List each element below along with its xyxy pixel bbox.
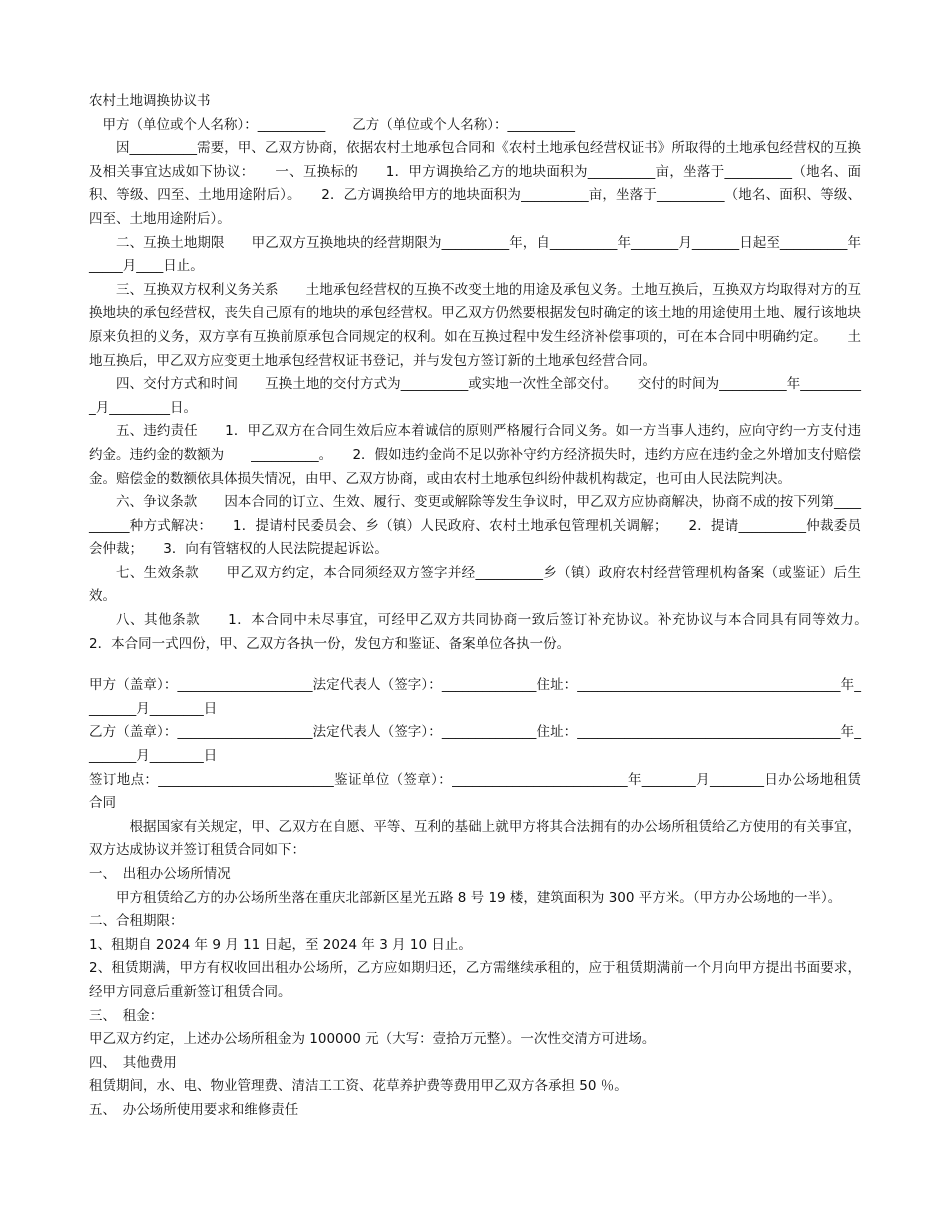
clause-term: 二、互换土地期限 甲乙双方互换地块的经营期限为__________年，自__________年_______月_______日起至__________年_____月____日止。 <box>89 234 861 275</box>
lease-section-1-body: 甲方租赁给乙方的办公场所坐落在重庆北部新区星光五路 8 号 19 楼，建筑面积为 300 平方米。（甲方办公场地的一半）。 <box>116 889 842 906</box>
clause-breach: 五、违约责任 1．甲乙双方在合同生效后应本着诚信的原则严格履行合同义务。如一方当事人违约，应向守约一方支付违约金。违约金的数额为 __________。 2．假如违约金尚不足以弥补守约方经济损失时，违约方应在违约金之外增加支付赔偿金。赔偿金的数额依具体损失情况，由甲、乙双方协商，或由农村土地承包纠纷仲裁机构裁定，也可由人民法院判决。 <box>89 423 861 487</box>
clause-preamble-and-exchange-subject: 因__________需要，甲、乙双方协商，依据农村土地承包合同和《农村土地承包经营权证书》所取得的土地承包经营权的互换及相关事宜达成如下协议： 一、互换标的 1．甲方调换给乙方的地块面积为__________亩，坐落于__________（地名、面积、等级、四至、土地用途附后）。 2．乙方调换给甲方的地块面积为__________亩，坐落于__________（地名、面积、等级、四至、土地用途附后）。 <box>89 140 861 227</box>
clause-rights-obligations: 三、互换双方权利义务关系 土地承包经营权的互换不改变土地的用途及承包义务。土地互换后，互换双方均取得对方的互换地块的承包经营权，丧失自己原有的地块的承包经营权。甲乙双方仍然要根据发包时确定的该土地的用途使用土地、履行该地块原来负担的义务，双方享有互换前原承包合同规定的权利。如在互换过程中发生经济补偿事项的，可在本合同中明确约定。 土地互换后，甲乙双方应变更土地承包经营权证书登记，并与发包方签订新的土地承包经营合同。 <box>89 281 861 369</box>
lease-section-2-item-2: 2、租赁期满，甲方有权收回出租办公场所，乙方应如期归还，乙方需继续承租的，应于租赁期满前一个月向甲方提出书面要求，经甲方同意后重新签订租赁合同。 <box>89 960 861 1000</box>
clause-effectiveness: 七、生效条款 甲乙双方约定，本合同须经双方签字并经__________乡（镇）政府农村经营管理机构备案（或鉴证）后生效。 <box>89 564 861 605</box>
clause-other: 八、其他条款 1．本合同中未尽事宜，可经甲乙双方共同协商一致后签订补充协议。补充协议与本合同具有同等效力。 2．本合同一式四份，甲、乙双方各执一份，发包方和鉴证、备案单位各执一份。 <box>89 612 888 652</box>
lease-section-2-heading: 二、合租期限： <box>89 913 184 930</box>
document-title: 农村土地调换协议书 <box>89 93 211 109</box>
clause-dispute: 六、争议条款 因本合同的订立、生效、履行、变更或解除等发生争议时，甲乙双方应协商解决，协商不成的按下列第__________种方式解决： 1．提请村民委员会、乡（镇）人民政府、农村土地承包管理机关调解； 2．提请__________仲裁委员会仲裁； 3．向有管辖权的人民法院提起诉讼。 <box>89 494 861 558</box>
signature-party-a: 甲方（盖章）：____________________法定代表人（签字）：______________住址：_______________________________________年________月________日 <box>89 677 861 717</box>
document-page <box>89 90 888 1123</box>
lease-section-5-heading: 五、 办公场所使用要求和维修责任 <box>89 1101 299 1118</box>
parties-line: 甲方（单位或个人名称）：__________ 乙方（单位或个人名称）：__________ <box>102 116 575 133</box>
lease-intro: 根据国家有关规定，甲、乙双方在自愿、平等、互利的基础上就甲方将其合法拥有的办公场所租赁给乙方使用的有关事宜，双方达成协议并签订租赁合同如下： <box>89 818 861 859</box>
clause-delivery: 四、交付方式和时间 互换土地的交付方式为__________或实地一次性全部交付。 交付的时间为__________年__________月_________日。 <box>89 376 861 416</box>
lease-section-4-body: 租赁期间，水、电、物业管理费、清洁工工资、花草养护费等费用甲乙双方各承担 50 ％。 <box>89 1078 628 1095</box>
lease-section-1-heading: 一、 出租办公场所情况 <box>89 866 231 882</box>
signing-place-and-lease-title: 签订地点：__________________________鉴证单位（签章）：__________________________年________月________日办公场地租赁合同 <box>89 771 861 812</box>
signature-party-b: 乙方（盖章）：____________________法定代表人（签字）：______________住址：_______________________________________年________月________日 <box>89 724 861 765</box>
lease-section-3-body: 甲乙双方约定，上述办公场所租金为 100000 元（大写：壹拾万元整）。一次性交清方可进场。 <box>89 1031 656 1048</box>
lease-section-2-item-1: 1、租期自 2024 年 9 月 11 日起，至 2024 年 3 月 10 日止。 <box>89 936 472 953</box>
lease-section-4-heading: 四、 其他费用 <box>89 1054 177 1071</box>
lease-section-3-heading: 三、 租金： <box>89 1007 164 1024</box>
spacer <box>89 656 861 674</box>
